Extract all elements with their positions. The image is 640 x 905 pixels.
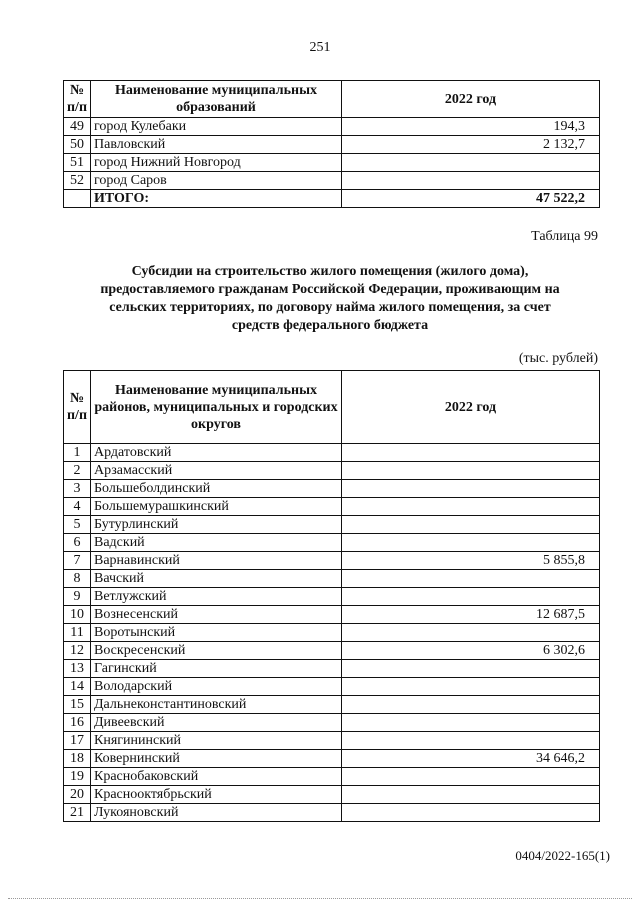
row-value	[342, 678, 600, 696]
table-row	[64, 678, 600, 696]
row-number: 1	[64, 444, 91, 462]
table-row	[64, 570, 600, 588]
total-value: 47 522,2	[342, 190, 600, 208]
total-number-cell	[64, 190, 91, 208]
table-row	[64, 172, 600, 190]
row-name: город Саров	[91, 172, 342, 190]
row-number: 9	[64, 588, 91, 606]
table-row	[64, 588, 600, 606]
row-name: Большеболдинский	[91, 480, 342, 498]
footer-rule	[8, 898, 632, 899]
table-row	[64, 642, 600, 660]
row-number: 21	[64, 804, 91, 822]
row-number: 52	[64, 172, 91, 190]
row-name: Лукояновский	[91, 804, 342, 822]
row-number: 12	[64, 642, 91, 660]
row-name: Княгининский	[91, 732, 342, 750]
row-number: 3	[64, 480, 91, 498]
row-name: Ветлужский	[91, 588, 342, 606]
row-value	[342, 768, 600, 786]
row-number: 20	[64, 786, 91, 804]
row-number: 14	[64, 678, 91, 696]
row-value: 194,3	[342, 118, 600, 136]
column-header-number: № п/п	[64, 371, 91, 444]
table-row	[64, 534, 600, 552]
row-value	[342, 786, 600, 804]
row-value: 34 646,2	[342, 750, 600, 768]
table-row	[64, 714, 600, 732]
table-row	[64, 804, 600, 822]
row-value: 2 132,7	[342, 136, 600, 154]
row-name: Дальнеконстантиновский	[91, 696, 342, 714]
table-row	[64, 624, 600, 642]
row-number: 15	[64, 696, 91, 714]
row-number: 7	[64, 552, 91, 570]
row-number: 11	[64, 624, 91, 642]
row-number: 5	[64, 516, 91, 534]
row-name: Павловский	[91, 136, 342, 154]
units-note: (тыс. рублей)	[518, 351, 598, 366]
row-value	[342, 172, 600, 190]
row-name: Ардатовский	[91, 444, 342, 462]
row-name: Бутурлинский	[91, 516, 342, 534]
row-number: 17	[64, 732, 91, 750]
row-number: 18	[64, 750, 91, 768]
row-number: 51	[64, 154, 91, 172]
total-label: ИТОГО:	[91, 190, 342, 208]
table-row	[64, 136, 600, 154]
row-number: 6	[64, 534, 91, 552]
table-row	[64, 154, 600, 172]
row-value	[342, 714, 600, 732]
column-header-year: 2022 год	[342, 81, 600, 118]
row-value	[342, 480, 600, 498]
row-value	[342, 660, 600, 678]
table-header-row	[64, 371, 600, 444]
subsidies-table	[63, 370, 600, 822]
row-number: 49	[64, 118, 91, 136]
table-header-row	[64, 81, 600, 118]
table-continuation	[63, 80, 600, 208]
row-value	[342, 444, 600, 462]
row-name: Краснобаковский	[91, 768, 342, 786]
row-value	[342, 804, 600, 822]
row-number: 8	[64, 570, 91, 588]
row-number: 16	[64, 714, 91, 732]
row-name: Володарский	[91, 678, 342, 696]
table-row	[64, 480, 600, 498]
row-number: 13	[64, 660, 91, 678]
table-row	[64, 118, 600, 136]
table-row	[64, 786, 600, 804]
table-row	[64, 732, 600, 750]
column-header-name: Наименование муниципальных районов, муниципальных и городских округов	[91, 371, 342, 444]
row-value	[342, 462, 600, 480]
row-value: 6 302,6	[342, 642, 600, 660]
row-name: Воротынский	[91, 624, 342, 642]
row-value: 5 855,8	[342, 552, 600, 570]
table-row	[64, 516, 600, 534]
document-code: 0404/2022-165(1)	[515, 848, 610, 863]
row-name: Вачский	[91, 570, 342, 588]
row-number: 4	[64, 498, 91, 516]
row-value	[342, 732, 600, 750]
row-name: Варнавинский	[91, 552, 342, 570]
row-name: Гагинский	[91, 660, 342, 678]
table-caption: Таблица 99	[531, 229, 598, 244]
table-row	[64, 696, 600, 714]
row-value	[342, 570, 600, 588]
row-value	[342, 516, 600, 534]
column-header-name: Наименование муниципальных образований	[91, 81, 342, 118]
row-name: Вознесенский	[91, 606, 342, 624]
row-number: 2	[64, 462, 91, 480]
row-name: Вадский	[91, 534, 342, 552]
row-name: Арзамасский	[91, 462, 342, 480]
column-header-number: № п/п	[64, 81, 91, 118]
table-row	[64, 768, 600, 786]
row-name: Воскресенский	[91, 642, 342, 660]
row-value	[342, 624, 600, 642]
row-name: Ковернинский	[91, 750, 342, 768]
row-number: 50	[64, 136, 91, 154]
row-value	[342, 498, 600, 516]
row-value	[342, 154, 600, 172]
row-value	[342, 696, 600, 714]
table-row	[64, 750, 600, 768]
row-value: 12 687,5	[342, 606, 600, 624]
column-header-year: 2022 год	[342, 371, 600, 444]
page-number: 251	[309, 40, 331, 55]
row-value	[342, 534, 600, 552]
row-value	[342, 588, 600, 606]
table-row	[64, 498, 600, 516]
row-name: Краснооктябрьский	[91, 786, 342, 804]
row-name: Большемурашкинский	[91, 498, 342, 516]
table-row	[64, 444, 600, 462]
table-row	[64, 552, 600, 570]
row-number: 19	[64, 768, 91, 786]
row-name: город Нижний Новгород	[91, 154, 342, 172]
table-row	[64, 660, 600, 678]
row-number: 10	[64, 606, 91, 624]
total-row	[64, 190, 600, 208]
row-name: Дивеевский	[91, 714, 342, 732]
table-row	[64, 606, 600, 624]
table-title: Субсидии на строительство жилого помещения (жилого дома), предоставляемого гражданам Российской Федерации, проживающим на сельских территориях, по договору найма жилого помещения, за счет средств федерального бюджета	[100, 264, 560, 333]
row-name: город Кулебаки	[91, 118, 342, 136]
table-row	[64, 462, 600, 480]
